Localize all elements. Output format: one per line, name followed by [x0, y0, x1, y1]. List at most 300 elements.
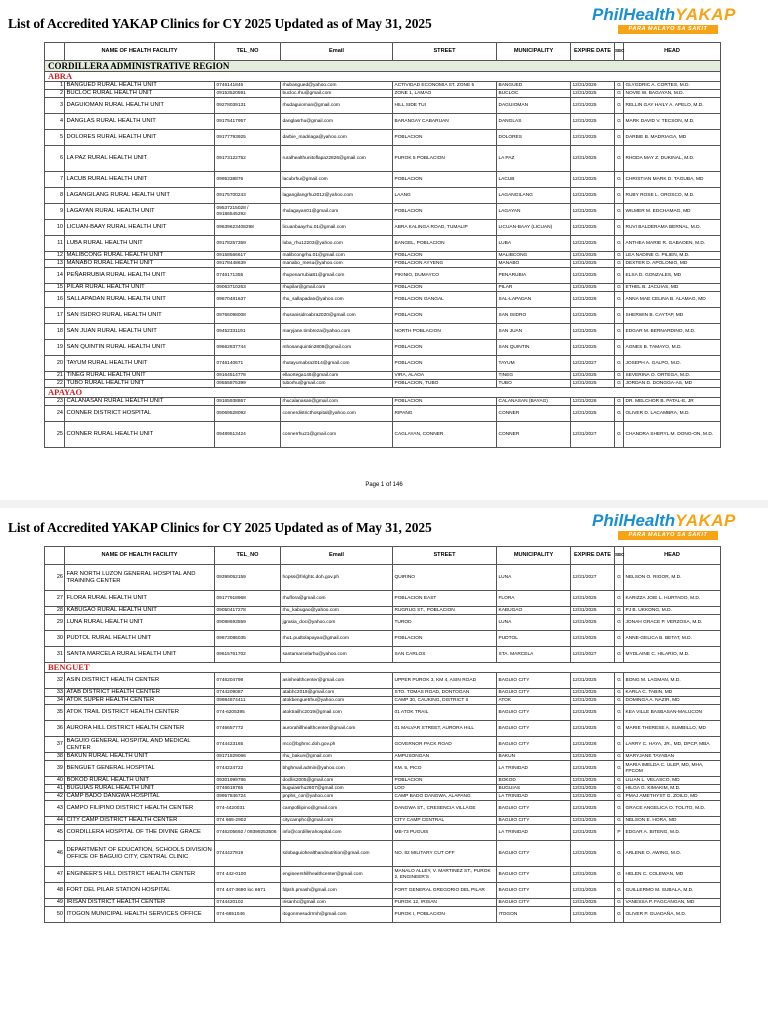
expire-date: 12/31/2025 — [571, 841, 615, 867]
table-row — [45, 220, 721, 236]
facility-name: LUBA RURAL HEALTH UNIT — [65, 236, 215, 252]
municipality: TUBO — [497, 380, 571, 388]
row-number: 4 — [45, 114, 65, 130]
sector: G — [615, 631, 624, 647]
municipality: BAGUIO CITY — [497, 883, 571, 899]
sector: G — [615, 565, 624, 591]
column-header: Email — [281, 43, 393, 61]
municipality: BAGUIO CITY — [497, 841, 571, 867]
email: buguiasrhu2607@gmail.com — [281, 785, 393, 793]
expire-date: 12/31/2025 — [571, 761, 615, 777]
expire-date: 12/31/2025 — [571, 689, 615, 697]
column-header: MUNICIPALITY — [497, 547, 571, 565]
table-row — [45, 721, 721, 737]
table-row — [45, 82, 721, 90]
table-row — [45, 841, 721, 867]
row-number: 49 — [45, 899, 65, 907]
email: rhucalanasan@gmail.com — [281, 398, 393, 406]
municipality: BAGUIO CITY — [497, 899, 571, 907]
sector: G — [615, 252, 624, 260]
table-row — [45, 236, 721, 252]
table-row — [45, 356, 721, 372]
sector: G — [615, 841, 624, 867]
expire-date: 12/31/2025 — [571, 907, 615, 923]
table-row — [45, 324, 721, 340]
street: VIRA, ALAOA — [393, 372, 497, 380]
row-number: 5 — [45, 130, 65, 146]
sector: G — [615, 615, 624, 631]
facility-name: ATOK TRAIL DISTRICT HEALTH CENTER — [65, 705, 215, 721]
row-number: 32 — [45, 673, 65, 689]
facility-name: CITY CAMP DISTRICT HEALTH CENTER — [65, 817, 215, 825]
street: PIKINIO, DUMAYCO — [393, 268, 497, 284]
tel-no: 074-6651046 — [215, 907, 281, 923]
table-row — [45, 98, 721, 114]
row-number: 46 — [45, 841, 65, 867]
municipality: BAGUIO CITY — [497, 705, 571, 721]
facility-head: LEA NADINE G. PILIEN, M.D. — [624, 252, 721, 260]
sector: G — [615, 817, 624, 825]
street: BARANGAY CABARUAN — [393, 114, 497, 130]
email: maryjane.timbreza@yahoo.com — [281, 324, 393, 340]
table-row — [45, 615, 721, 631]
municipality: BAGUIO CITY — [497, 817, 571, 825]
facility-head: GLYGDRIC A. CORTES, M.D. — [624, 82, 721, 90]
street: RIPANG — [393, 406, 497, 422]
email: connerrhu21@gmail.com — [281, 422, 393, 448]
expire-date: 12/31/2025 — [571, 673, 615, 689]
municipality: BOKOD — [497, 777, 571, 785]
table-row — [45, 907, 721, 923]
expire-date: 12/31/2025 — [571, 90, 615, 98]
email: rhu_sallapadan@yahoo.com — [281, 292, 393, 308]
table-row — [45, 793, 721, 801]
email: rhupenarrubia81@gmail.com — [281, 268, 393, 284]
table-row — [45, 753, 721, 761]
facility-head: MYDLAINE C. HILARIO, M.D. — [624, 647, 721, 663]
facility-name: PILAR RURAL HEALTH UNIT — [65, 284, 215, 292]
column-header: TEL_NO — [215, 547, 281, 565]
table-row — [45, 130, 721, 146]
facility-head: RELLIN GAY HAILY A. APELO, M.D. — [624, 98, 721, 114]
facility-head: GUILLERMO M. SUBALA, M.D. — [624, 883, 721, 899]
row-number: 35 — [45, 705, 65, 721]
street: KM. 5, PICO — [393, 761, 497, 777]
sector: G — [615, 82, 624, 90]
expire-date: 12/31/2027 — [571, 565, 615, 591]
facility-head: HILGA G. KIMAKIM, M.D. — [624, 785, 721, 793]
street: CAMP BADO DANGWA, ALAPANG — [393, 793, 497, 801]
column-header: SEC — [615, 547, 624, 565]
sector: G — [615, 380, 624, 388]
document-page-2 — [0, 508, 768, 1008]
row-number: 9 — [45, 204, 65, 220]
street: FORT GENERAL GREGORIO DEL PILAR — [393, 883, 497, 899]
tel-no: 09050417278 — [215, 607, 281, 615]
row-number: 8 — [45, 188, 65, 204]
municipality: LUNA — [497, 615, 571, 631]
tel-no: 09069528092 — [215, 406, 281, 422]
table-row — [45, 689, 721, 697]
column-header: HEAD — [624, 43, 721, 61]
facility-head: HELEN C. COLEWAN, MD — [624, 867, 721, 883]
facility-name: BOKOD RURAL HEALTH UNIT — [65, 777, 215, 785]
tel-no: 0746204798 — [215, 673, 281, 689]
row-number: 36 — [45, 721, 65, 737]
table-row — [45, 114, 721, 130]
row-number: 30 — [45, 631, 65, 647]
facility-name: CONNER RURAL HEALTH UNIT — [65, 422, 215, 448]
tel-no: 09063710263 — [215, 284, 281, 292]
facility-name: ITOGON MUNICIPAL HEALTH SERVICES OFFICE — [65, 907, 215, 923]
sector: G — [615, 591, 624, 607]
sector: G — [615, 689, 624, 697]
expire-date: 12/31/2025 — [571, 146, 615, 172]
email: bhghmail.admin@yahoo.com — [281, 761, 393, 777]
municipality: LUNA — [497, 565, 571, 591]
tel-no: 0744423165 — [215, 737, 281, 753]
municipality: MALIBCONG — [497, 252, 571, 260]
row-number: 7 — [45, 172, 65, 188]
tel-no: 09171829066 — [215, 753, 281, 761]
email: rhupilar@gmail.com — [281, 284, 393, 292]
email: rhu_bakun@gmail.com — [281, 753, 393, 761]
expire-date: 12/31/2025 — [571, 260, 615, 268]
facility-head: EDGAR A. BITENG, M.D. — [624, 825, 721, 841]
tel-no: 0746140671 — [215, 356, 281, 372]
street: CAGLAYAN, CONNER — [393, 422, 497, 448]
table-row — [45, 607, 721, 615]
sector: G — [615, 130, 624, 146]
municipality: SAN QUINTIN — [497, 340, 571, 356]
tel-no: 0746619765 — [215, 785, 281, 793]
expire-date: 12/31/2025 — [571, 793, 615, 801]
street: POBLACION — [393, 130, 497, 146]
tel-no: 0746657772 — [215, 721, 281, 737]
sector: G — [615, 721, 624, 737]
facility-name: IRISAN DISTRICT HEALTH CENTER — [65, 899, 215, 907]
table-row — [45, 340, 721, 356]
expire-date: 12/31/2025 — [571, 236, 615, 252]
facility-name: TAYUM RURAL HEALTH UNIT — [65, 356, 215, 372]
tel-no: 09639623408298 — [215, 220, 281, 236]
tel-no: 09178257359 — [215, 236, 281, 252]
municipality: PILAR — [497, 284, 571, 292]
email: licuanbaayrhu.01@gmail.com — [281, 220, 393, 236]
expire-date: 12/31/2027 — [571, 356, 615, 372]
email: itogonmesudrrmh@gmail.com — [281, 907, 393, 923]
expire-date: 12/31/2025 — [571, 883, 615, 899]
street: POBLACION, TUBO — [393, 380, 497, 388]
municipality: CALANASAN (BAYAG) — [497, 398, 571, 406]
expire-date: 12/31/2025 — [571, 340, 615, 356]
table-row — [45, 308, 721, 324]
email: danglasrhu@gmail.com — [281, 114, 393, 130]
table-row — [45, 883, 721, 899]
facility-name: LA PAZ RURAL HEALTH UNIT — [65, 146, 215, 172]
row-number: 28 — [45, 607, 65, 615]
facility-head: ELSA D. GONZALES, MD — [624, 268, 721, 284]
street: NORTH POBLACION — [393, 324, 497, 340]
sector: G — [615, 673, 624, 689]
column-header: EXPIRE DATE — [571, 43, 615, 61]
facility-name: LAGAYAN RURAL HEALTH UNIT — [65, 204, 215, 220]
row-number: 41 — [45, 785, 65, 793]
facility-head: KARLA C. TABIN, MD — [624, 689, 721, 697]
street: STO. TOMAS ROAD, DONTOGAN — [393, 689, 497, 697]
expire-date: 12/31/2025 — [571, 615, 615, 631]
email: docllis2005@gmail.com — [281, 777, 393, 785]
table-row — [45, 785, 721, 793]
sector: G — [615, 308, 624, 324]
facility-head: MARYJANE TAYABAN — [624, 753, 721, 761]
municipality: DAGUIOMAN — [497, 98, 571, 114]
tel-no: 074 442-0100 — [215, 867, 281, 883]
sector: G — [615, 236, 624, 252]
province-row — [45, 388, 721, 398]
row-number: 11 — [45, 236, 65, 252]
table-row — [45, 398, 721, 406]
facility-name: DEPARTMENT OF EDUCATION, SCHOOLS DIVISION OFFICE OF BAGUIO CITY, CENTRAL CLINIC — [65, 841, 215, 867]
municipality: LAGAYAN — [497, 204, 571, 220]
street: LAANG — [393, 188, 497, 204]
street: CITY CAMP CENTRAL — [393, 817, 497, 825]
municipality: TINEG — [497, 372, 571, 380]
table-row — [45, 817, 721, 825]
facility-name: CONNER DISTRICT HOSPITAL — [65, 406, 215, 422]
tel-no: 09153520591 — [215, 90, 281, 98]
row-number: 23 — [45, 398, 65, 406]
email: asinhealthcenter@gmail.com — [281, 673, 393, 689]
tel-no: 09489513424 — [215, 422, 281, 448]
row-number: 48 — [45, 883, 65, 899]
expire-date: 12/31/2026 — [571, 737, 615, 753]
facility-name: BENGUET GENERAL HOSPITAL — [65, 761, 215, 777]
email: atabhc2019@gmail.com — [281, 689, 393, 697]
sector: G — [615, 268, 624, 284]
table-row — [45, 204, 721, 220]
facility-head: CHANDRA SHERYL M. DONG-ON, M.D. — [624, 422, 721, 448]
facility-name: AURORA HILL DISTRICT HEALTH CENTER — [65, 721, 215, 737]
facility-name: BUCLOC RURAL HEALTH UNIT — [65, 90, 215, 98]
street: POBLACION — [393, 308, 497, 324]
email: lagangilangrhu2012@yahoo.com — [281, 188, 393, 204]
facility-head: WILMER M. EDCHAMAG, MD — [624, 204, 721, 220]
email: mhosanquintin2808@gmail.com — [281, 340, 393, 356]
street: AMPUSONGAN — [393, 753, 497, 761]
tel-no: 09164514778 — [215, 372, 281, 380]
street: TUROD — [393, 615, 497, 631]
tel-no: 0744209087 — [215, 689, 281, 697]
facility-head: BONG M. LAGMAN, M.D. — [624, 673, 721, 689]
facility-name: LUNA RURAL HEALTH UNIT — [65, 615, 215, 631]
email: bucloc.rhu@gmail.com — [281, 90, 393, 98]
street: POBLACION — [393, 777, 497, 785]
sector: G — [615, 883, 624, 899]
facility-head: DARBIE B. MADRIAGA, MD — [624, 130, 721, 146]
municipality: DANGLAS — [497, 114, 571, 130]
email: mcc@bghmc.doh.gov.ph — [281, 737, 393, 753]
email: engineershillhealthcenter@gmail.com — [281, 867, 393, 883]
row-number: 37 — [45, 737, 65, 753]
row-number: 26 — [45, 565, 65, 591]
expire-date: 12/31/2027 — [571, 422, 615, 448]
tel-no: 09399052159 — [215, 565, 281, 591]
municipality: PENARUBIA — [497, 268, 571, 284]
facility-name: ATAB DISTRICT HEALTH CENTER — [65, 689, 215, 697]
email: rhuflora@gmail.com — [281, 591, 393, 607]
email: citycamphc@gmail.com — [281, 817, 393, 825]
email: ellaortega146@gmail.com — [281, 372, 393, 380]
row-number: 42 — [45, 793, 65, 801]
table-row — [45, 284, 721, 292]
row-number: 22 — [45, 380, 65, 388]
row-number: 12 — [45, 252, 65, 260]
row-number: 39 — [45, 761, 65, 777]
expire-date: 12/31/2025 — [571, 753, 615, 761]
street: POBLACION — [393, 631, 497, 647]
email: darbie_madriaga@yahoo.com — [281, 130, 393, 146]
street: CAMP 30, CAUKING, DISTRICT II — [393, 697, 497, 705]
municipality: BAGUIO CITY — [497, 673, 571, 689]
municipality: FLORA — [497, 591, 571, 607]
clinics-table — [44, 546, 721, 923]
email: rhusanisidroabra2020@gmail.com — [281, 308, 393, 324]
street: SAN CARLOS — [393, 647, 497, 663]
table-row — [45, 647, 721, 663]
street: POBLACION AYYENG — [393, 260, 497, 268]
facility-head: NELSON E. HORA, MD — [624, 817, 721, 825]
facility-name: CAMPO FILIPINO DISTRICT HEALTH CENTER — [65, 801, 215, 817]
column-header: Email — [281, 547, 393, 565]
table-row — [45, 737, 721, 753]
facility-head: MARIA IMELDA C. ULEP, MD, MHA, FPCOM — [624, 761, 721, 777]
row-number: 43 — [45, 801, 65, 817]
table-row — [45, 260, 721, 268]
street: HILL SIDE TUI — [393, 98, 497, 114]
facility-name: FORT DEL PILAR STATION HOSPITAL — [65, 883, 215, 899]
facility-head: JOSEPH A. GALPO, M.D. — [624, 356, 721, 372]
facility-head: RUVI BALDERAMA BERNAL, M.D. — [624, 220, 721, 236]
row-number: 38 — [45, 753, 65, 761]
facility-head: DR. MELCHOR B. PATAL-E, JR — [624, 398, 721, 406]
row-number: 2 — [45, 90, 65, 98]
expire-date: 12/31/2025 — [571, 130, 615, 146]
facility-name: PUDTOL RURAL HEALTH UNIT — [65, 631, 215, 647]
expire-date: 12/31/2025 — [571, 114, 615, 130]
municipality: KABUGAO — [497, 607, 571, 615]
table-row — [45, 761, 721, 777]
sector: G — [615, 284, 624, 292]
street: BANGEL, POBLACION — [393, 236, 497, 252]
street: ACTIVIDAD ECONOMIA ST. ZONE 5 — [393, 82, 497, 90]
municipality: BANGUED — [497, 82, 571, 90]
facility-name: BAGUIO GENERAL HOSPITAL AND MEDICAL CENTER — [65, 737, 215, 753]
province-name: BENGUET — [45, 663, 721, 673]
email: aurorahillhealthcenter@gmail.com — [281, 721, 393, 737]
email: fdpsh.pmash@gmail.com — [281, 883, 393, 899]
row-number: 16 — [45, 292, 65, 308]
expire-date: 12/31/2025 — [571, 867, 615, 883]
street: POBLACION — [393, 284, 497, 292]
row-number: 20 — [45, 356, 65, 372]
column-header: SEC — [615, 43, 624, 61]
facility-name: DOLORES RURAL HEALTH UNIT — [65, 130, 215, 146]
street: POBLACION — [393, 252, 497, 260]
email: connerdistricthospital@yahoo.com — [281, 406, 393, 422]
municipality: CONNER — [497, 422, 571, 448]
sector: G — [615, 907, 624, 923]
facility-head: ANNA MAE CELINA B. ALAMAG, MD — [624, 292, 721, 308]
facility-head: ANTHEA MARIE R. GABAOEN, M.D. — [624, 236, 721, 252]
municipality: ITOGON — [497, 907, 571, 923]
table-row — [45, 268, 721, 284]
facility-head: DEXTER D. APOLONIO, MD — [624, 260, 721, 268]
facility-name: ATOK SUPER HEALTH CENTER — [65, 697, 215, 705]
street: ABRA KALINGA ROAD, TUMALIP — [393, 220, 497, 236]
municipality: STA. MARCELA — [497, 647, 571, 663]
facility-head: ARLENE O. AWING, M.D. — [624, 841, 721, 867]
facility-name: LACUB RURAL HEALTH UNIT — [65, 172, 215, 188]
document-title: List of Accredited YAKAP Clinics for CY 2025 Updated as of May 31, 2025 — [8, 16, 432, 31]
email: sdobaguiohealthandnutrition@gmail.com — [281, 841, 393, 867]
street: UPPER PUROK 3, KM 4, ASIN ROAD — [393, 673, 497, 689]
email: rhulagayan01@gmail.com — [281, 204, 393, 220]
table-row — [45, 705, 721, 721]
municipality: TAYUM — [497, 356, 571, 372]
municipality: BAGUIO CITY — [497, 721, 571, 737]
facility-name: MALIBCONG RURAL HEALTH UNIT — [65, 252, 215, 260]
row-number: 10 — [45, 220, 65, 236]
sector: G — [615, 785, 624, 793]
table-row — [45, 825, 721, 841]
table-row — [45, 631, 721, 647]
facility-name: BUGUIAS RURAL HEALTH UNIT — [65, 785, 215, 793]
email: info@cordillerahospital.com — [281, 825, 393, 841]
row-number: 15 — [45, 284, 65, 292]
facility-name: LICUAN-BAAY RURAL HEALTH UNIT — [65, 220, 215, 236]
street: POBLACION — [393, 356, 497, 372]
sector: G — [615, 406, 624, 422]
row-number: 19 — [45, 340, 65, 356]
facility-head: JONAH GRACE P. VERZOSA, M.D. — [624, 615, 721, 631]
row-number: 31 — [45, 647, 65, 663]
municipality: LAGANGILANG — [497, 188, 571, 204]
municipality: BAGUIO CITY — [497, 801, 571, 817]
tel-no: 0746205692 / 09399253506 — [215, 825, 281, 841]
municipality: BUCLOC — [497, 90, 571, 98]
tel-no: 09537215028 / 09186545292 — [215, 204, 281, 220]
table-row — [45, 292, 721, 308]
sector: G — [615, 705, 624, 721]
expire-date: 12/31/2025 — [571, 607, 615, 615]
tel-no: 09165938867 — [215, 398, 281, 406]
row-number: 21 — [45, 372, 65, 380]
column-header: NAME OF HEALTH FACILITY — [65, 547, 215, 565]
row-number: 17 — [45, 308, 65, 324]
tel-no: 09178448639 — [215, 260, 281, 268]
email: manabo_mesu@yahoo.com — [281, 260, 393, 268]
tel-no: 09452331191 — [215, 324, 281, 340]
facility-head: SHERWIN B. CAYTAP, MD — [624, 308, 721, 324]
tel-no: 09158566617 — [215, 252, 281, 260]
facility-head: EDGAR M. BERNARDINO, M.D. — [624, 324, 721, 340]
municipality: LA PAZ — [497, 146, 571, 172]
sector: G — [615, 260, 624, 268]
facility-head: LARRY C. HAYA, JR., MD, DPCP, MBA — [624, 737, 721, 753]
street: RUGRUG ST., POBLACION — [393, 607, 497, 615]
email: atokbenguetrhu@yahoo.com — [281, 697, 393, 705]
